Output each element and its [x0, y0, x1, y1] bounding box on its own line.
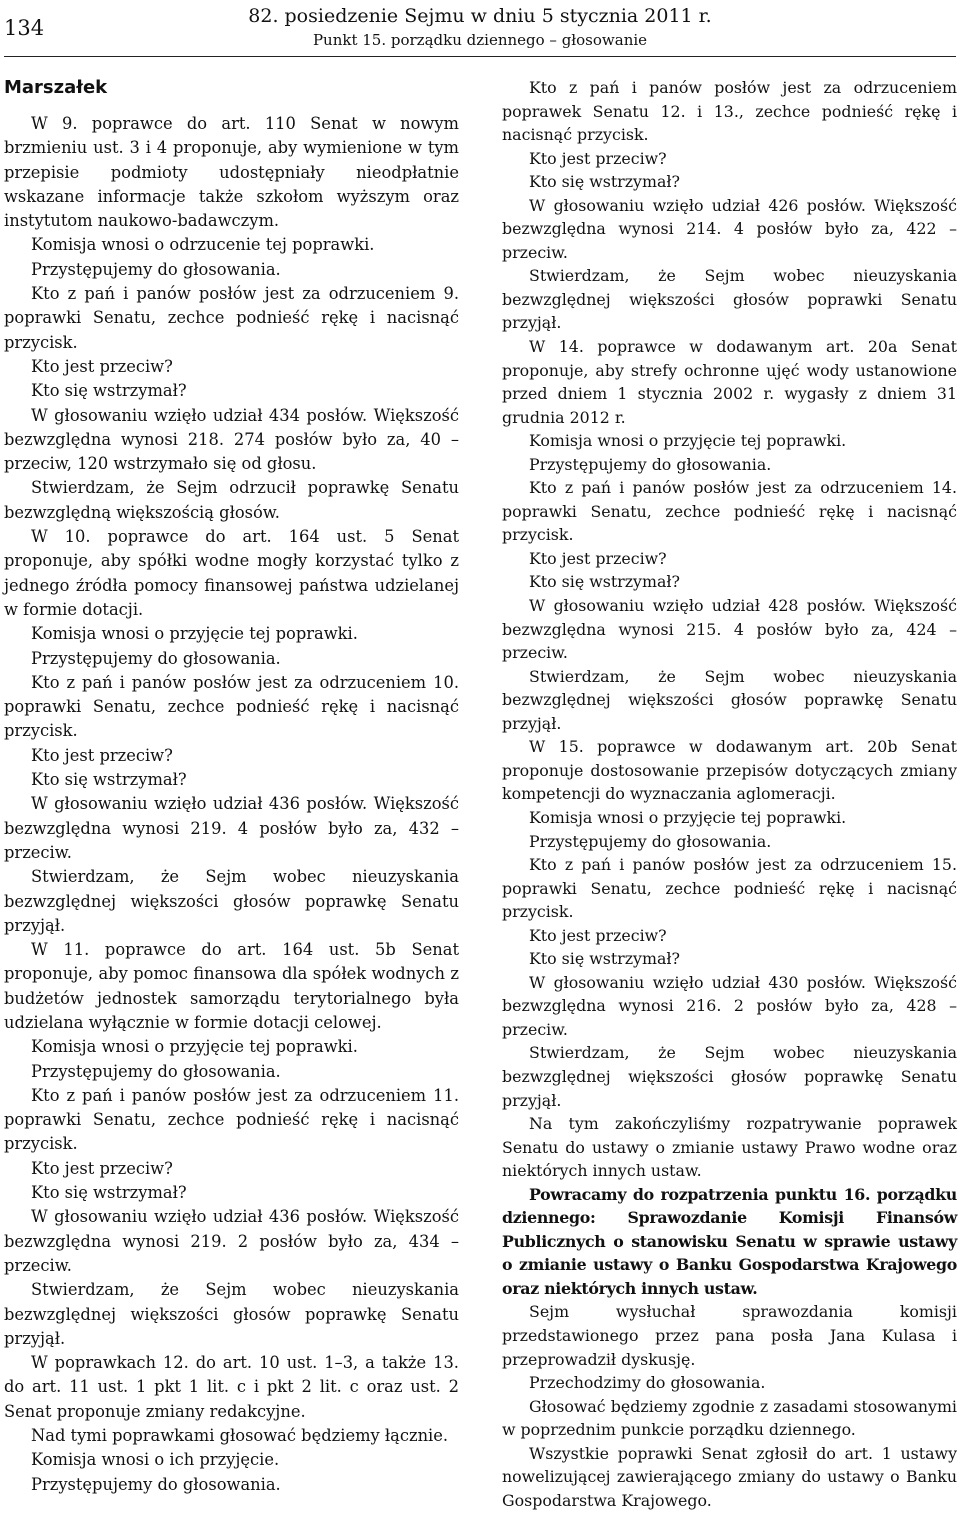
paragraph: Głosować będziemy zgodnie z zasadami stosowanymi w poprzednim punkcie porządku dziennego. [502, 1396, 957, 1440]
paragraph: Kto się wstrzymał? [529, 172, 680, 192]
paragraph: Kto z pań i panów posłów jest za odrzuceniem 10. poprawki Senatu, zechce podnieść rękę i nacisnąć przycisk. [4, 672, 459, 741]
paragraph: Sejm wysłuchał sprawozdania komisji przedstawionego przez pana posła Jana Kulasa i przeprowadził dyskusję. [502, 1302, 957, 1369]
paragraph: Przystępujemy do głosowania. [31, 1061, 281, 1081]
left-column [4, 76, 459, 1497]
paragraph: Komisja wnosi o przyjęcie tej poprawki. [31, 624, 358, 644]
paragraph: Komisja wnosi o przyjęcie tej poprawki. [31, 1037, 358, 1057]
paragraph: W głosowaniu wzięło udział 430 posłów. Większość bezwzględna wynosi 216. 2 posłów było za, 428 – przeciw. [502, 972, 957, 1039]
header-title: 82. posiedzenie Sejmu w dniu 5 stycznia 2011 r. [248, 5, 712, 27]
paragraph: W 14. poprawce w dodawanym art. 20a Senat proponuje, aby strefy ochronne ujęć wody ustanowione przed dniem 1 stycznia 2002 r. wygasły z dniem 31 grudnia 2012 r. [502, 337, 957, 427]
paragraph: Kto jest przeciw? [31, 745, 173, 765]
agenda-item-heading: Powracamy do rozpatrzenia punktu 16. porządku dziennego: Sprawozdanie Komisji Finansów Publicznych o stanowisku Senatu w sprawie ustawy o zmianie ustawy o Banku Gospodarstwa Krajowego oraz niektórych innych ustaw. [502, 1184, 957, 1298]
paragraph: Na tym zakończyliśmy rozpatrywanie poprawek Senatu do ustawy o zmianie ustawy Prawo wodne oraz niektórych innych ustaw. [502, 1114, 957, 1181]
paragraph: Stwierdzam, że Sejm wobec nieuzyskania bezwzględnej większości głosów poprawki Senatu przyjął. [502, 266, 957, 333]
paragraph: Przystępujemy do głosowania. [31, 648, 281, 668]
paragraph: W głosowaniu wzięło udział 428 posłów. Większość bezwzględna wynosi 215. 4 posłów było za, 424 – przeciw. [502, 596, 957, 663]
paragraph: Stwierdzam, że Sejm wobec nieuzyskania bezwzględnej większości głosów poprawkę Senatu przyjął. [502, 1043, 957, 1110]
paragraph: Nad tymi poprawkami głosować będziemy łącznie. [31, 1426, 449, 1446]
page-header [0, 4, 960, 50]
paragraph: W 11. poprawce do art. 164 ust. 5b Senat proponuje, aby pomoc finansowa dla spółek wodnych z budżetów jednostek samorządu terytorialnego była udzielana wyłącznie w formie dotacji celowej. [4, 940, 459, 1032]
paragraph: Stwierdzam, że Sejm wobec nieuzyskania bezwzględnej większości głosów poprawkę Senatu przyjął. [4, 1280, 459, 1348]
paragraph: Komisja wnosi o ich przyjęcie. [31, 1450, 280, 1470]
paragraph: Kto jest przeciw? [31, 1158, 173, 1178]
paragraph: Kto się wstrzymał? [31, 1183, 187, 1203]
paragraph: Kto jest przeciw? [529, 148, 667, 168]
paragraph: Kto z pań i panów posłów jest za odrzuceniem 11. poprawki Senatu, zechce podnieść rękę i nacisnąć przycisk. [4, 1085, 459, 1154]
paragraph: Kto się wstrzymał? [31, 770, 187, 790]
paragraph: Kto jest przeciw? [529, 925, 667, 945]
paragraph: W głosowaniu wzięło udział 434 posłów. Większość bezwzględna wynosi 218. 274 posłów było za, 40 – przeciw, 120 wstrzymało się od głosu. [4, 405, 459, 474]
paragraph: Stwierdzam, że Sejm wobec nieuzyskania bezwzględnej większości głosów poprawkę Senatu przyjął. [502, 666, 957, 733]
paragraph: Przystępujemy do głosowania. [31, 259, 281, 279]
paragraph: W 9. poprawce do art. 110 Senat w nowym brzmieniu ust. 3 i 4 proponuje, aby wymienione w tym przepisie podmioty udostępniały nieodpłatnie wskazane informacje także szkołom wyższym oraz instytutom naukowo-badawczym. [4, 114, 459, 231]
paragraph: Kto jest przeciw? [31, 356, 173, 376]
paragraph: Kto się wstrzymał? [31, 381, 187, 401]
paragraph: Komisja wnosi o przyjęcie tej poprawki. [529, 431, 847, 451]
speaker-label: Marszałek [4, 77, 108, 98]
paragraph: Kto się wstrzymał? [529, 949, 680, 969]
page-number: 134 [4, 16, 45, 40]
paragraph: W głosowaniu wzięło udział 426 posłów. Większość bezwzględna wynosi 214. 4 posłów było za, 422 – przeciw. [502, 195, 957, 262]
header-subtitle: Punkt 15. porządku dziennego – głosowanie [312, 31, 648, 49]
paragraph: W 15. poprawce w dodawanym art. 20b Senat proponuje dostosowanie przepisów dotyczących zmiany kompetencji do wyznaczania aglomeracji. [502, 737, 957, 804]
paragraph: Przystępujemy do głosowania. [529, 454, 772, 474]
paragraph: Przystępujemy do głosowania. [529, 831, 772, 851]
paragraph: Komisja wnosi o odrzucenie tej poprawki. [31, 235, 375, 255]
right-column [502, 76, 957, 1512]
paragraph: Kto z pań i panów posłów jest za odrzuceniem 14. poprawki Senatu, zechce podnieść rękę i nacisnąć przycisk. [502, 478, 957, 545]
paragraph: Kto z pań i panów posłów jest za odrzuceniem poprawek Senatu 12. i 13., zechce podnieść rękę i nacisnąć przycisk. [502, 78, 957, 145]
paragraph: Przechodzimy do głosowania. [529, 1373, 766, 1393]
paragraph: Kto jest przeciw? [529, 548, 667, 568]
paragraph: W głosowaniu wzięło udział 436 posłów. Większość bezwzględna wynosi 219. 4 posłów było za, 432 – przeciw. [4, 794, 459, 862]
paragraph: Kto z pań i panów posłów jest za odrzuceniem 9. poprawki Senatu, zechce podnieść rękę i nacisnąć przycisk. [4, 284, 459, 352]
paragraph: Wszystkie poprawki Senat zgłosił do art. 1 ustawy nowelizującej zawierającego zmiany do ustawy o Banku Gospodarstwa Krajowego. [502, 1443, 957, 1510]
paragraph: Komisja wnosi o przyjęcie tej poprawki. [529, 807, 847, 827]
paragraph: Stwierdzam, że Sejm wobec nieuzyskania bezwzględnej większości głosów poprawkę Senatu przyjął. [4, 867, 459, 935]
paragraph: Przystępujemy do głosowania. [31, 1474, 281, 1494]
paragraph: Kto z pań i panów posłów jest za odrzuceniem 15. poprawki Senatu, zechce podnieść rękę i nacisnąć przycisk. [502, 855, 957, 922]
paragraph: W 10. poprawce do art. 164 ust. 5 Senat proponuje, aby spółki wodne mogły korzystać tylko z jednego źródła pomocy finansowej państwa udzielanej w formie dotacji. [4, 527, 459, 619]
paragraph: Kto się wstrzymał? [529, 572, 680, 592]
paragraph: W głosowaniu wzięło udział 436 posłów. Większość bezwzględna wynosi 219. 2 posłów było za, 434 – przeciw. [4, 1207, 459, 1275]
paragraph: Stwierdzam, że Sejm odrzucił poprawkę Senatu bezwzględną większością głosów. [4, 478, 459, 522]
paragraph: W poprawkach 12. do art. 10 ust. 1–3, a także 13. do art. 11 ust. 1 pkt 1 lit. c i pkt 2 lit. c oraz ust. 2 Senat proponuje zmiany redakcyjne. [4, 1353, 459, 1421]
header-rule [4, 56, 956, 57]
